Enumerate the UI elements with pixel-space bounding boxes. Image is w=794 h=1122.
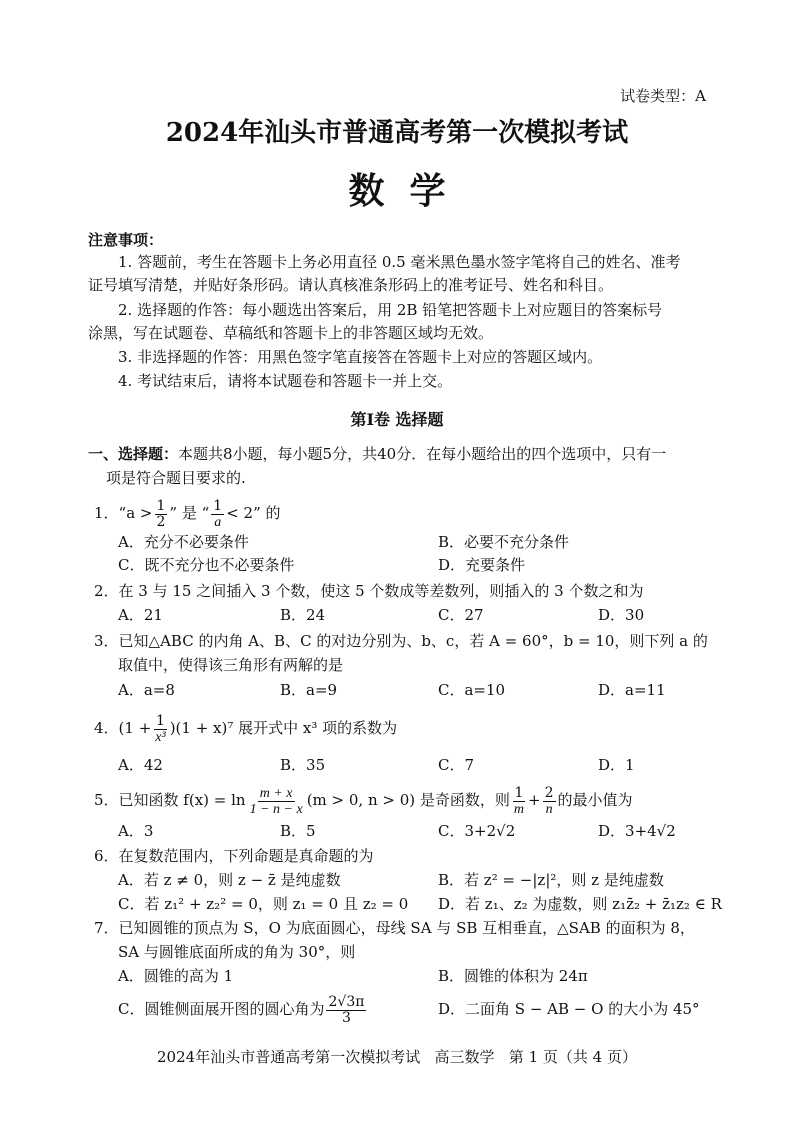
notice-item: 涂黑，写在试题卷、草稿纸和答题卡上的非答题区域均无效。 — [88, 324, 494, 342]
notice-item: 证号填写清楚，并贴好条形码。请认真核准条形码上的准考证号、姓名和科目。 — [88, 276, 614, 294]
option-c: C．若 z₁² + z₂² = 0，则 z₁ = 0 且 z₂ = 0 — [118, 895, 409, 913]
question-3-cont: 取值中，使得该三角形有两解的是 — [118, 656, 344, 674]
option-c: C．7 — [438, 756, 475, 774]
option-d: D．1 — [598, 756, 635, 774]
option-d: D．3+4√2 — [598, 822, 676, 840]
question-6: 6．在复数范围内，下列命题是真命题的为 — [94, 847, 374, 865]
question-4: 4．(1 + $\frac{1}{\text{x³}}$ )(1 + x)⁷ 展开式中 x³ 项的系数为 — [94, 712, 398, 745]
option-d: D．30 — [598, 606, 645, 624]
option-d: D．a=11 — [598, 681, 666, 699]
subject-title: 数 学 — [348, 170, 446, 212]
option-c: C．a=10 — [438, 681, 506, 699]
option-c: C．圆锥侧面展开图的圆心角为 $\frac{2√3\pi}{3}$ — [118, 993, 365, 1026]
option-a: A．若 z ≠ 0，则 z − z̄ 是纯虚数 — [118, 871, 341, 889]
option-a: A．3 — [118, 822, 154, 840]
question-3: 3．已知△ABC 的内角 A、B、C 的对边分别为、b、c，若 A = 60°，b = 10，则下列 a 的 — [94, 632, 708, 650]
option-b: B．35 — [280, 756, 326, 774]
option-d: D．二面角 S − AB − O 的大小为 45° — [438, 1000, 700, 1018]
option-c: C．既不充分也不必要条件 — [118, 556, 295, 574]
page-footer: 2024年汕头市普通高考第一次模拟考试 高三数学 第 1 页（共 4 页） — [157, 1048, 637, 1066]
option-b: B．圆锥的体积为 24π — [438, 967, 588, 985]
paper-type: 试卷类型：A — [620, 87, 706, 105]
question-5: 5．已知函数 f(x) = ln $\frac{m + x}{1 - n - x}$ (m > 0, n > 0) 是奇函数，则 $\frac{1}{m}$ + $\frac{2}{n}$ 的最小值为 — [94, 784, 633, 817]
notice-item: 2. 选择题的作答：每小题选出答案后，用 2B 铅笔把答题卡上对应题目的答案标号 — [118, 301, 663, 319]
option-a: A．a=8 — [118, 681, 175, 699]
option-b: B．a=9 — [280, 681, 338, 699]
notice-item: 4. 考试结束后，请将本试题卷和答题卡一并上交。 — [118, 372, 453, 390]
option-a: A．42 — [118, 756, 163, 774]
option-a: A．圆锥的高为 1 — [118, 967, 234, 985]
notice-item: 1. 答题前，考生在答题卡上务必用直径 0.5 毫米黑色墨水签字笔将自己的姓名、准考 — [118, 253, 681, 271]
option-b: B．24 — [280, 606, 326, 624]
option-a: A．21 — [118, 606, 163, 624]
option-b: B．必要不充分条件 — [438, 533, 570, 551]
question-2: 2．在 3 与 15 之间插入 3 个数，使这 5 个数成等差数列，则插入的 3 个数之和为 — [94, 582, 644, 600]
part-desc-2: 项是符合题目要求的. — [106, 469, 246, 487]
option-a: A．充分不必要条件 — [118, 533, 249, 551]
option-c: C．27 — [438, 606, 484, 624]
question-7-cont: SA 与圆锥底面所成的角为 30°，则 — [118, 943, 356, 961]
notice-item: 3. 非选择题的作答：用黑色签字笔直接答在答题卡上对应的答题区域内。 — [118, 348, 603, 366]
question-7: 7．已知圆锥的顶点为 S，O 为底面圆心，母线 SA 与 SB 互相垂直，△SAB 的面积为 8， — [94, 919, 695, 937]
option-d: D．若 z₁、z₂ 为虚数，则 z₁z̄₂ + z̄₁z₂ ∈ R — [438, 895, 722, 913]
question-1: 1．“a > $\frac{1}{2}$ ” 是 “ $\frac{1}{a}$ < 2” 的 — [94, 497, 281, 530]
option-b: B．5 — [280, 822, 316, 840]
option-d: D．充要条件 — [438, 556, 526, 574]
part-desc: 一、选择题：本题共8小题，每小题5分，共40分．在每小题给出的四个选项中，只有一 — [88, 445, 667, 463]
option-b: B．若 z² = −|z|²，则 z 是纯虚数 — [438, 871, 664, 889]
exam-title: 2024年汕头市普通高考第一次模拟考试 — [165, 118, 629, 148]
notice-heading: 注意事项： — [88, 231, 164, 249]
option-c: C．3+2√2 — [438, 822, 516, 840]
section-title: 第I卷 选择题 — [350, 410, 444, 429]
